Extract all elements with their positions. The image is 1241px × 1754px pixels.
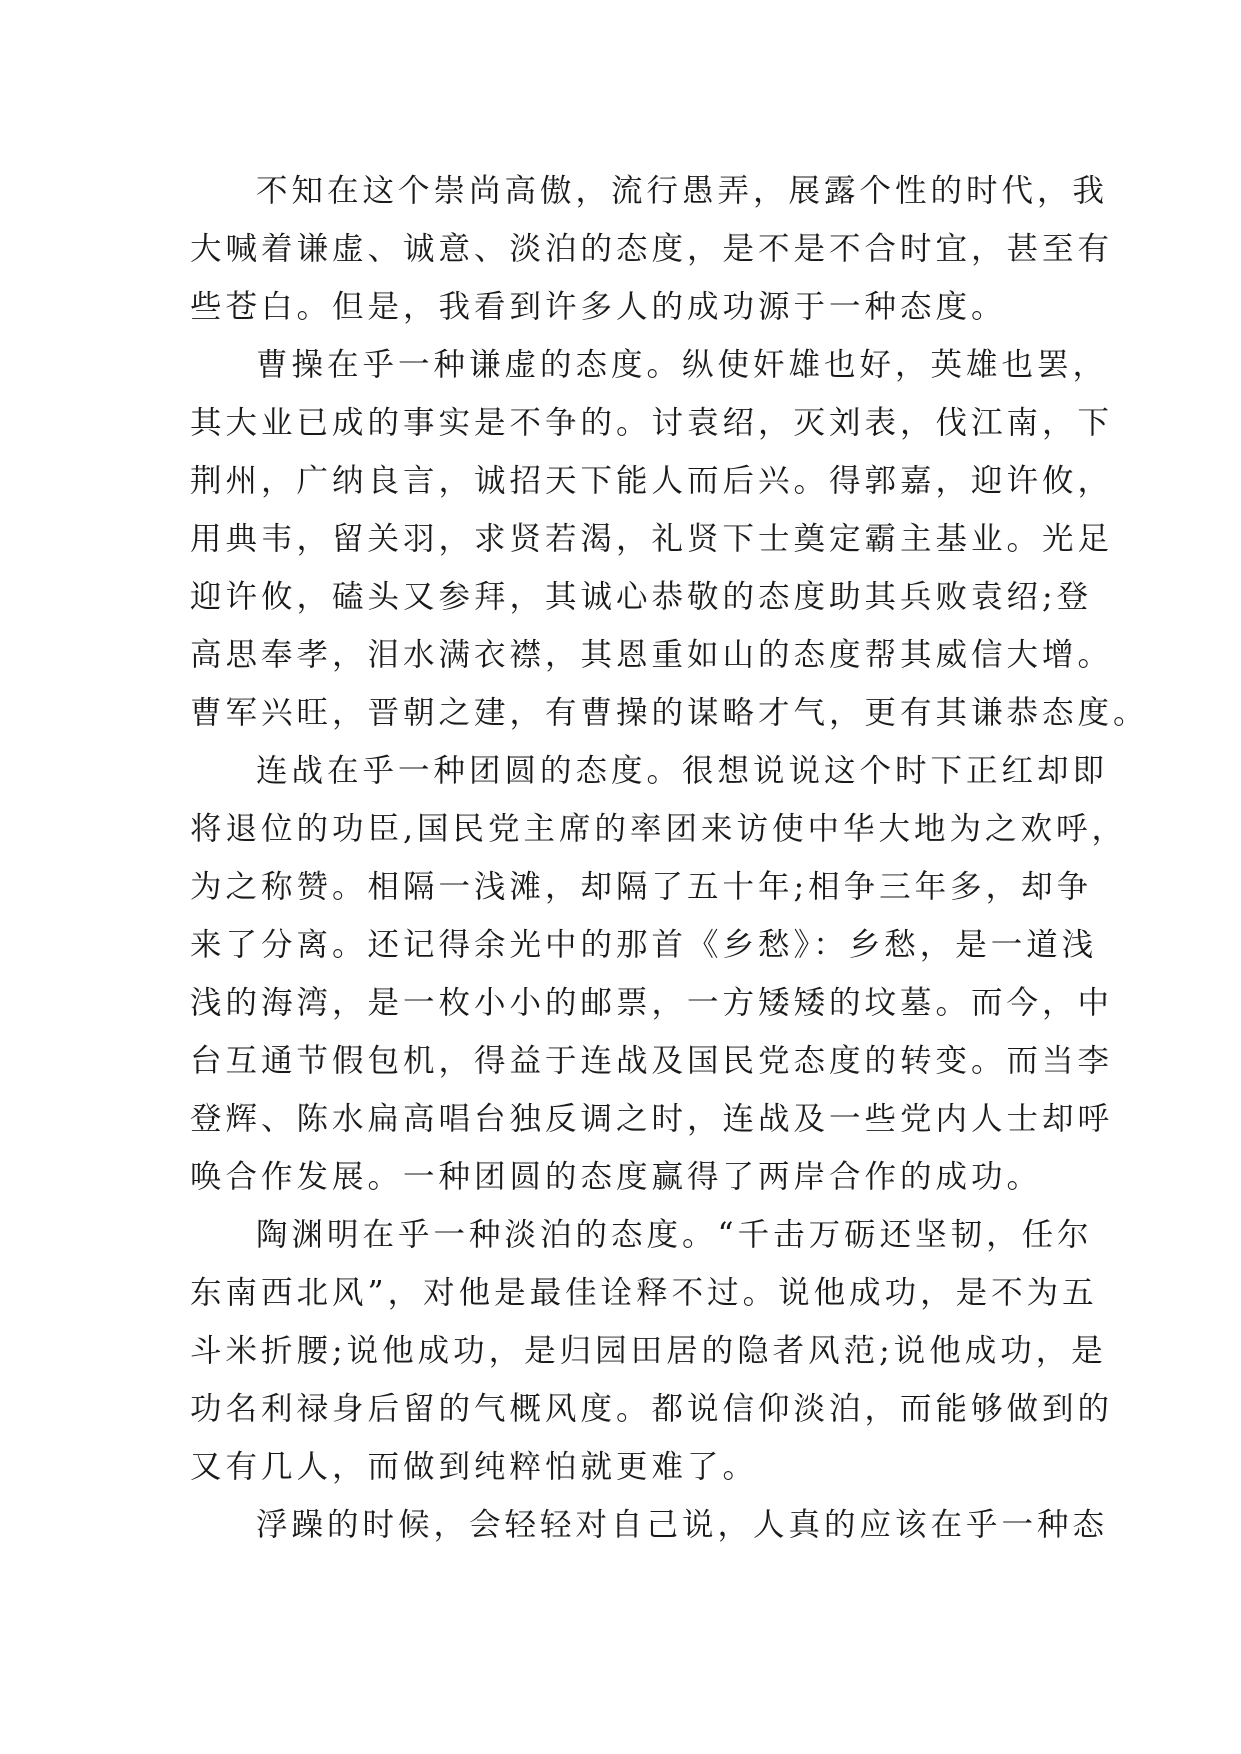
- text-line: 曹操在乎一种谦虚的态度。纵使奸雄也好，英雄也罢，: [256, 347, 1109, 383]
- text-line: 将退位的功臣,国民党主席的率团来访使中华大地为之欢呼，: [190, 811, 1128, 847]
- paragraph-intro: [190, 162, 1114, 336]
- text-line: 来了分离。还记得余光中的那首《乡愁》：乡愁，是一道浅: [190, 927, 1098, 963]
- text-line: 不知在这个崇尚高傲，流行愚弄，展露个性的时代，我: [256, 173, 1109, 209]
- text-line: 荆州，广纳良言，诚招天下能人而后兴。得郭嘉，迎许攸，: [190, 463, 1114, 499]
- text-line: 台互通节假包机，得益于连战及国民党态度的转变。而当李: [190, 1043, 1114, 1079]
- paragraph-closing: [190, 1496, 1109, 1554]
- text-line: 东南西北风”，对他是最佳诠释不过。说他成功，是不为五: [190, 1275, 1098, 1311]
- text-line: 其大业已成的事实是不争的。讨袁绍，灭刘表，伐江南，下: [190, 405, 1114, 441]
- text-line: 用典韦，留关羽，求贤若渴，礼贤下士奠定霸主基业。光足: [190, 521, 1114, 557]
- essay-body: [190, 162, 1149, 1554]
- text-line: 又有几人，而做到纯粹怕就更难了。: [190, 1449, 759, 1485]
- text-line: 为之称赞。相隔一浅滩，却隔了五十年;相争三年多，却争: [190, 869, 1093, 905]
- text-line: 些苍白。但是，我看到许多人的成功源于一种态度。: [190, 289, 1007, 325]
- text-line: 浅的海湾，是一枚小小的邮票，一方矮矮的坟墓。而今，中: [190, 985, 1114, 1021]
- text-line: 陶渊明在乎一种淡泊的态度。“千击万砺还坚韧，任尔: [256, 1217, 1093, 1253]
- paragraph-lian-zhan: [190, 742, 1128, 1206]
- paragraph-tao-yuanming: [190, 1206, 1114, 1496]
- text-line: 浮躁的时候，会轻轻对自己说，人真的应该在乎一种态: [256, 1507, 1109, 1543]
- text-line: 连战在乎一种团圆的态度。很想说说这个时下正红却即: [256, 753, 1109, 789]
- text-line: 登辉、陈水扁高唱台独反调之时，连战及一些党内人士却呼: [190, 1101, 1114, 1137]
- paragraph-cao-cao: [190, 336, 1149, 742]
- text-line: 大喊着谦虚、诚意、淡泊的态度，是不是不合时宜，甚至有: [190, 231, 1114, 267]
- text-line: 曹军兴旺，晋朝之建，有曹操的谋略才气，更有其谦恭态度。: [190, 695, 1149, 731]
- text-line: 高思奉孝，泪水满衣襟，其恩重如山的态度帮其威信大增。: [190, 637, 1114, 673]
- text-line: 功名利禄身后留的气概风度。都说信仰淡泊，而能够做到的: [190, 1391, 1114, 1427]
- text-line: 唤合作发展。一种团圆的态度赢得了两岸合作的成功。: [190, 1159, 1043, 1195]
- text-line: 斗米折腰;说他成功，是归园田居的隐者风范;说他成功，是: [190, 1333, 1107, 1369]
- text-line: 迎许攸，磕头又参拜，其诚心恭敬的态度助其兵败袁绍;登: [190, 579, 1093, 615]
